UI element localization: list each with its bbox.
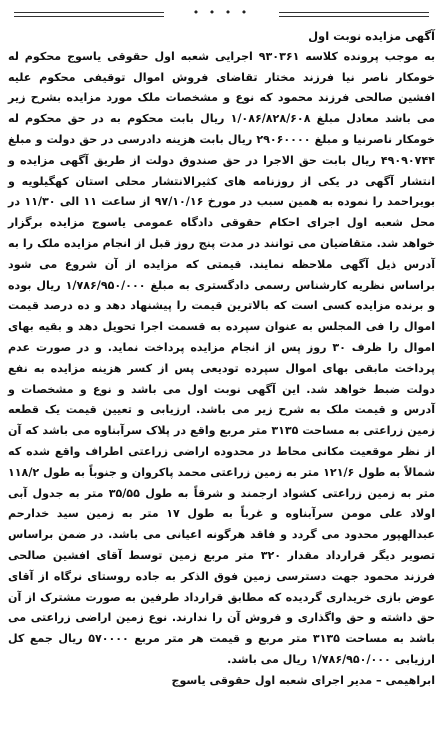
ornament-rule-right: [279, 12, 429, 17]
auction-notice: [8, 26, 435, 692]
notice-title: آگهی مزایده نوبت اول: [308, 29, 435, 43]
notice-body: به موجب پرونده کلاسه ۹۳۰۳۶۱ اجرایی شعبه اول حقوقی یاسوج محکوم له خومکار ناصر نیا فرزند مختار تقاضای فروش اموال توقیفی محکوم علیه افشین صالحی فرزند محمود که نوع و مشخصات ملک مورد مزایده بشرح زیر می باشد معادل مبلغ ۱/۰۸۶/۸۲۸/۶۰۸ ریال بابت محکوم به در حق محکوم له خومکار ناصرنیا و مبلغ ۲۹۰۶۰۰۰۰ ریال بابت هزینه دادرسی در حق دولت و مبلغ ۴۹۰۹۰۷۴۴ ریال بابت حق الاجرا در حق صندوق دولت از طریق آگهی مزایده و انتشار آگهی در یکی از روزنامه های کثیرالانتشار محلی استان کهگیلویه و بویراحمد را نموده به همین سبب در مورخ ۹۷/۱۰/۱۶ از ساعت ۱۱ الی ۱۱/۳۰ در محل شعبه اول اجرای احکام حقوقی دادگاه عمومی یاسوج مزایده برگزار خواهد شد. متقاضیان می توانند در مدت پنج روز قبل از انجام مزایده ملک را به آدرس ذیل آگهی ملاحظه نمایند. قیمتی که مزایده از آن شروع می شود براساس نظریه کارشناس رسمی دادگستری به مبلغ ۱/۷۸۶/۹۵۰/۰۰۰ ریال بوده و برنده مزایده کسی است که بالاترین قیمت را پیشنهاد دهد و ده درصد قیمت اموال را فی المجلس به عنوان سپرده به قسمت اجرا تحویل دهد و بقیه بهای اموال را ظرف ۳۰ روز پس از انجام مزایده پرداخت نماید. و در صورت عدم پرداخت مابقی بهای اموال سپرده تودیعی پس از کسر هزینه مزایده به نفع دولت ضبط خواهد شد. این آگهی نوبت اول می باشد و نوع و مشخصات و آدرس و قیمت ملک به شرح زیر می باشد. ارزیابی و تعیین قیمت یک قطعه زمین زراعتی به مساحت ۳۱۳۵ متر مربع واقع در پلاک سرآبناوه می باشد که آن از نظر موقعیت مکانی محاط در محدوده اراضی زراعتی اطراف واقع شده که شمالاً به طول ۱۲۱/۶ متر به زمین زراعتی محمد پاکروان و جنوباً به طول ۱۱۸/۲ متر به زمین زراعتی کشواد ارجمند و شرقاً به طول ۳۵/۵۵ متر به جدول آبی اولاد علی مومن سرآبناوه و غرباً به طول ۱۷ متر به زمین سید خدارحم عبدالهپور محدود می گردد و فاقد هرگونه اعیانی می باشد. در ضمن براساس تصویر دیگر قرارداد مقدار ۳۲۰ متر مربع زمین توسط آقای افشین صالحی فرزند محمود جهت دسترسی زمین فوق الذکر به جاده روستای نرگاه از آقای عوض بازی خریداری گردیده که مطابق قرارداد طرفین به صورت مشترک از آن حق داشته و حق واگذاری و فروش آن را ندارند. نوع زمین اراضی زراعتی می باشد به مساحت ۳۱۳۵ متر مربع و قیمت هر متر مربع ۵۷۰۰۰۰ ریال جمع کل ارزیابی ۱/۷۸۶/۹۵۰/۰۰۰ ریال می باشد.: [8, 49, 436, 666]
ornament-rule-left: [14, 12, 164, 17]
ornament-dots: • • • •: [192, 6, 251, 19]
header-ornament: [6, 6, 437, 20]
notice-clipping: [6, 4, 437, 727]
notice-signature: ابراهیمی – مدیر اجرای شعبه اول حقوقی یاسوج: [171, 673, 435, 687]
